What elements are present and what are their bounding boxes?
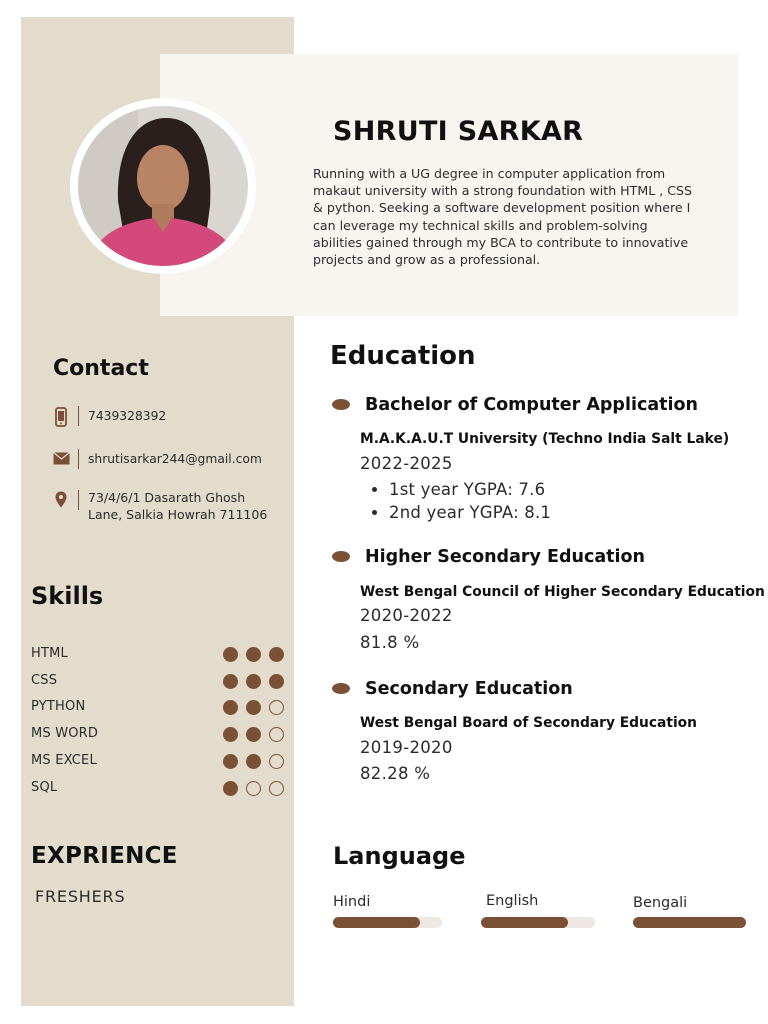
degree-title: Higher Secondary Education: [365, 547, 645, 567]
language-bar-english: [481, 917, 595, 928]
rating-dot-filled: [223, 727, 238, 742]
skill-name: CSS: [31, 673, 58, 688]
phone-icon: [52, 406, 70, 427]
list-item: • 1st year YGPA: 7.6: [389, 478, 551, 501]
institution-name: M.A.K.A.U.T University (Techno India Salt Lake): [360, 431, 730, 447]
rating-dot-filled: [269, 647, 284, 662]
rating-dot-filled: [246, 754, 261, 769]
profile-photo: [78, 106, 248, 266]
language-bar-fill: [481, 917, 568, 928]
list-item: • 2nd year YGPA: 8.1: [389, 501, 551, 524]
institution-name: West Bengal Council of Higher Secondary Education: [360, 584, 765, 600]
language-bar-bengali: [633, 917, 746, 928]
rating-dot-empty: [269, 754, 284, 769]
language-bar-hindi: [333, 917, 442, 928]
rating-dot-filled: [223, 700, 238, 715]
education-heading: Education: [330, 341, 476, 371]
skill-name: MS EXCEL: [31, 753, 97, 768]
rating-dot-empty: [269, 700, 284, 715]
rating-dot-empty: [246, 781, 261, 796]
contact-phone-row: [52, 406, 166, 427]
location-pin-icon: [52, 490, 70, 508]
rating-dot-filled: [223, 674, 238, 689]
experience-text: FRESHERS: [35, 887, 126, 906]
experience-heading: EXPRIENCE: [31, 843, 178, 869]
contact-email-row: [52, 449, 262, 469]
contact-address-row: [52, 490, 268, 523]
rating-dot-filled: [269, 674, 284, 689]
rating-dot-filled: [223, 647, 238, 662]
rating-dot-empty: [269, 781, 284, 796]
profile-summary: Running with a UG degree in computer application from makaut university with a strong foundation with HTML , CSS & python. Seeking a software development position where I can leverage my technical skills and problem-solving abilities gained through my BCA to contribute to innovative projects and grow as a professional.: [313, 166, 693, 268]
education-bullet: [332, 399, 350, 410]
rating-dot-filled: [246, 727, 261, 742]
education-bullet: [332, 551, 350, 562]
rating-dot-filled: [246, 674, 261, 689]
education-years: 2020-2022: [360, 606, 453, 625]
skill-name: MS WORD: [31, 726, 99, 741]
language-bar-fill: [633, 917, 746, 928]
degree-title: Secondary Education: [365, 679, 573, 699]
postal-address: 73/4/6/1 Dasarath Ghosh Lane, Salkia Howrah 711106: [88, 490, 268, 522]
education-years: 2022-2025: [360, 454, 453, 473]
language-name-english: English: [486, 893, 539, 909]
skill-rating: [223, 754, 284, 769]
email-address[interactable]: shrutisarkar244@gmail.com: [88, 452, 262, 466]
envelope-icon: [52, 449, 70, 465]
skills-heading: Skills: [31, 582, 104, 610]
education-score: 82.28 %: [360, 764, 431, 783]
skill-name: HTML: [31, 646, 68, 661]
rating-dot-filled: [223, 781, 238, 796]
skill-rating: [223, 781, 284, 796]
skill-rating: [223, 674, 284, 689]
institution-name: West Bengal Board of Secondary Education: [360, 715, 697, 731]
candidate-name: SHRUTI SARKAR: [333, 116, 584, 147]
language-heading: Language: [333, 842, 466, 870]
contact-heading: Contact: [53, 356, 149, 381]
rating-dot-empty: [269, 727, 284, 742]
grade-list: [360, 478, 551, 524]
skill-name: PYTHON: [31, 699, 86, 714]
rating-dot-filled: [246, 700, 261, 715]
language-name-hindi: Hindi: [333, 894, 371, 910]
rating-dot-filled: [223, 754, 238, 769]
language-bar-fill: [333, 917, 420, 928]
language-name-bengali: Bengali: [633, 895, 688, 911]
rating-dot-filled: [246, 647, 261, 662]
skill-rating: [223, 700, 284, 715]
education-score: 81.8 %: [360, 633, 420, 652]
skill-rating: [223, 727, 284, 742]
education-bullet: [332, 683, 350, 694]
phone-number[interactable]: 7439328392: [88, 409, 167, 423]
degree-title: Bachelor of Computer Application: [365, 395, 698, 415]
education-years: 2019-2020: [360, 738, 453, 757]
skill-name: SQL: [31, 780, 58, 795]
skill-rating: [223, 647, 284, 662]
